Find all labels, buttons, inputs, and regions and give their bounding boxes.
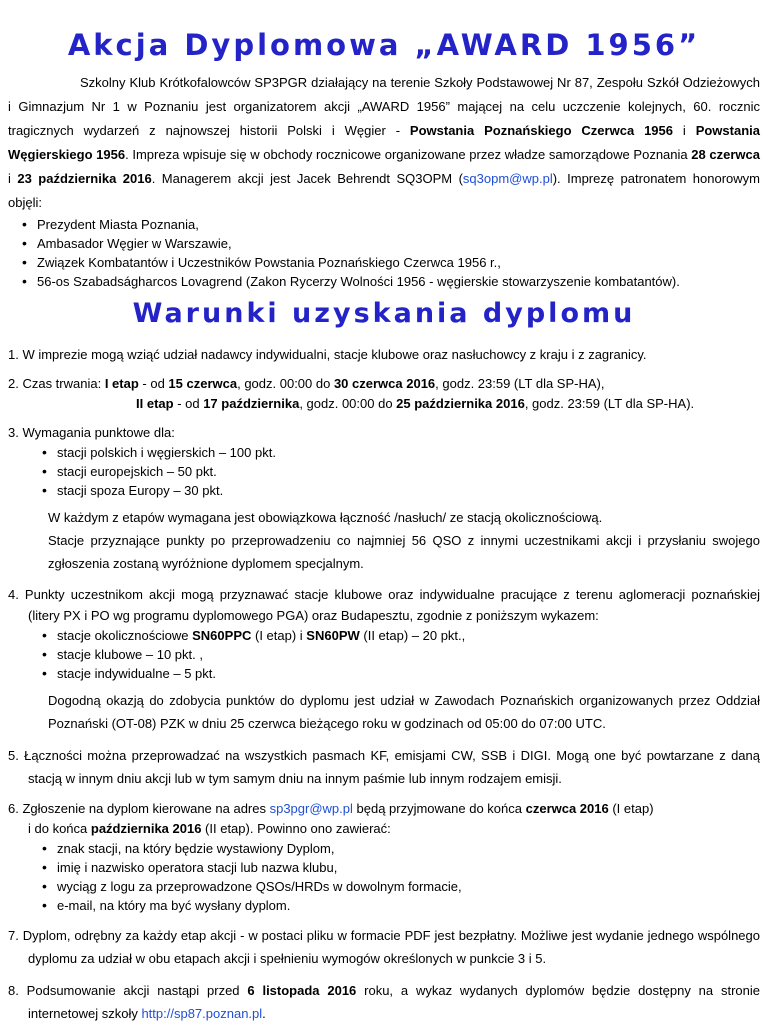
condition-4 <box>8 584 760 735</box>
school-website-link[interactable]: http://sp87.poznan.pl <box>141 1006 263 1021</box>
condition-note: W każdym z etapów wymagana jest obowiązkowa łączność /nasłuch/ ze stacją okolicznościową. <box>48 510 603 525</box>
stage-date: 25 października 2016 <box>396 396 525 411</box>
intro-bold: 28 czerwca <box>691 147 760 162</box>
stage-date: 17 października <box>203 396 300 411</box>
stage-name: II etap <box>136 396 174 411</box>
list-item: • Związek Kombatantów i Uczestników Powstania Poznańskiego Czerwca 1956 r., <box>8 253 760 272</box>
intro-text: . Managerem akcji jest Jacek Behrendt SQ3OPM ( <box>151 171 463 186</box>
list-item: • stacji spoza Europy – 30 pkt. <box>28 481 760 500</box>
patrons-list <box>8 215 760 291</box>
list-item: • Ambasador Węgier w Warszawie, <box>8 234 760 253</box>
list-item <box>28 626 760 645</box>
condition-5: 5. Łączności można przeprowadzać na wszystkich pasmach KF, emisjami CW, SSB i DIGI. Mogą one być powtarzane z daną stacją w innym dniu akcji lub w tym samym dniu na innym paśmie lub innym rodzajem emisji. <box>8 748 760 786</box>
deadline: października 2016 <box>90 821 202 836</box>
callsign: SN60PW <box>306 628 360 643</box>
list-text: (I etap) i <box>251 628 307 643</box>
condition-1: 1. W imprezie mogą wziąć udział nadawcy indywidualni, stacje klubowe oraz nasłuchowcy z kraju i z zagranicy. <box>8 347 647 362</box>
condition-text: (I etap) <box>608 801 654 816</box>
list-item: • stacji europejskich – 50 pkt. <box>28 462 760 481</box>
callsign: SN60PPC <box>192 628 252 643</box>
intro-bold: Powstania Węgierskiego 1956 <box>8 123 760 162</box>
intro-text: . Impreza wpisuje się w obchody rocznicowe organizowane przez władze samorządowe Poznania <box>125 147 692 162</box>
section-title: Warunki uzyskania dyplomu <box>132 298 636 329</box>
stage-date: 15 czerwca <box>168 376 238 391</box>
award-email-link[interactable]: sp3pgr@wp.pl <box>269 801 353 816</box>
condition-7: 7. Dyplom, odrębny za każdy etap akcji - w postaci pliku w formacie PDF jest bezpłatny. Możliwe jest wydanie jednego wspólnego dyplomu za udział w obu etapach akcji i spełnieniu wymogów określonych w punkcie 3 i 5. <box>8 928 760 966</box>
stage-date: 30 czerwca 2016 <box>333 376 436 391</box>
condition-text: 6. Zgłoszenie na dyplom kierowane na adres <box>8 801 270 816</box>
condition-text: 8. Podsumowanie akcji nastąpi przed <box>8 983 248 998</box>
list-item: • Prezydent Miasta Poznania, <box>8 215 760 234</box>
condition-text <box>8 799 760 819</box>
list-item: • wyciąg z logu za przeprowadzone QSOs/HRDs w dowolnym formacie, <box>28 877 760 896</box>
condition-text: . <box>262 1006 266 1021</box>
conditions-section <box>8 345 760 1034</box>
list-item: • stacje indywidualne – 5 pkt. <box>28 664 760 683</box>
condition-8 <box>8 979 760 1025</box>
list-item: • znak stacji, na który będzie wystawiony Dyplom, <box>28 839 760 858</box>
condition-note: Stacje przyznające punkty po przeprowadzeniu co najmniej 56 QSO z innymi uczestnikami akcji i przysłaniu swojego zgłoszenia zostaną wyróżnione dyplomem specjalnym. <box>48 533 760 571</box>
deadline: czerwca 2016 <box>525 801 609 816</box>
stage-2-line <box>8 394 760 414</box>
intro-bold: Powstania Poznańskiego Czerwca 1956 <box>409 123 673 138</box>
condition-text: 3. Wymagania punktowe dla: <box>8 425 175 440</box>
condition-text: , godz. 23:59 (LT dla SP-HA). <box>524 396 695 411</box>
intro-paragraph <box>8 71 760 215</box>
list-item: • e-mail, na który ma być wysłany dyplom. <box>28 896 760 915</box>
points-list <box>8 443 760 500</box>
intro-bold: 23 października 2016 <box>17 171 152 186</box>
summary-date: 6 listopada 2016 <box>247 983 357 998</box>
condition-text: , godz. 00:00 do <box>237 376 334 391</box>
stage-name: I etap <box>104 376 139 391</box>
condition-text: - od <box>138 376 169 391</box>
condition-text: , godz. 23:59 (LT dla SP-HA), <box>435 376 605 391</box>
page-title: Akcja Dyplomowa „AWARD 1956” <box>67 28 701 62</box>
condition-2 <box>8 374 760 414</box>
list-text: (II etap) – 20 pkt., <box>359 628 466 643</box>
condition-3 <box>8 423 760 575</box>
stage-1-line <box>8 374 760 394</box>
condition-text: roku, a wykaz wydanych dyplomów będzie dostępny na stronie internetowej szkoły <box>28 983 760 1021</box>
condition-text: 2. Czas trwania: <box>8 376 105 391</box>
condition-text: (II etap). Powinno ono zawierać: <box>201 821 391 836</box>
condition-note: Dogodną okazją do zdobycia punktów do dyplomu jest udział w Zawodach Poznańskich organizowanych przez Oddział Poznański (OT-08) PZK w dniu 25 czerwca bieżącego roku w godzinach od 05:00 do 07:00 UTC. <box>48 693 760 731</box>
intro-text: i <box>673 123 696 138</box>
list-text: stacje okolicznościowe <box>57 628 193 643</box>
condition-text: , godz. 00:00 do <box>299 396 397 411</box>
condition-text: - od <box>173 396 204 411</box>
application-list <box>8 839 760 915</box>
intro-text: Szkolny Klub Krótkofalowców SP3PGR działający na terenie Szkoły Podstawowej Nr 87, Zespołu Szkół Odzieżowych i Gimnazjum Nr 1 w Poznaniu jest organizatorem akcji „AWARD 1956” mającej na celu uczczenie kolejnych, 60. rocznic tragicznych wydarzeń z najnowszej historii Polski i Węgier - <box>8 75 760 138</box>
intro-text: ). Imprezę patronatem honorowym objęli: <box>8 171 760 210</box>
list-item: • stacje klubowe – 10 pkt. , <box>28 645 760 664</box>
list-item: • stacji polskich i węgierskich – 100 pkt. <box>28 443 760 462</box>
manager-email-link[interactable]: sq3opm@wp.pl <box>462 171 553 186</box>
condition-text: i do końca <box>28 821 91 836</box>
condition-text: 4. Punkty uczestnikom akcji mogą przyznawać stacje klubowe oraz indywidualne pracujące z terenu aglomeracji poznańskiej (litery PX i PO wg programu dyplomowego PGA) oraz Budapesztu, zgodnie z poniższym wykazem: <box>8 587 760 623</box>
list-item: • 56-os Szabadságharcos Lovagrend (Zakon Rycerzy Wolności 1956 - węgierskie stowarzyszenie kombatantów). <box>8 272 760 291</box>
list-item: • imię i nazwisko operatora stacji lub nazwa klubu, <box>28 858 760 877</box>
condition-6 <box>8 799 760 915</box>
intro-text: i <box>8 171 18 186</box>
condition-text: będą przyjmowane do końca <box>352 801 526 816</box>
stations-list <box>8 626 760 683</box>
intro-section <box>8 71 760 291</box>
condition-text <box>8 819 760 839</box>
